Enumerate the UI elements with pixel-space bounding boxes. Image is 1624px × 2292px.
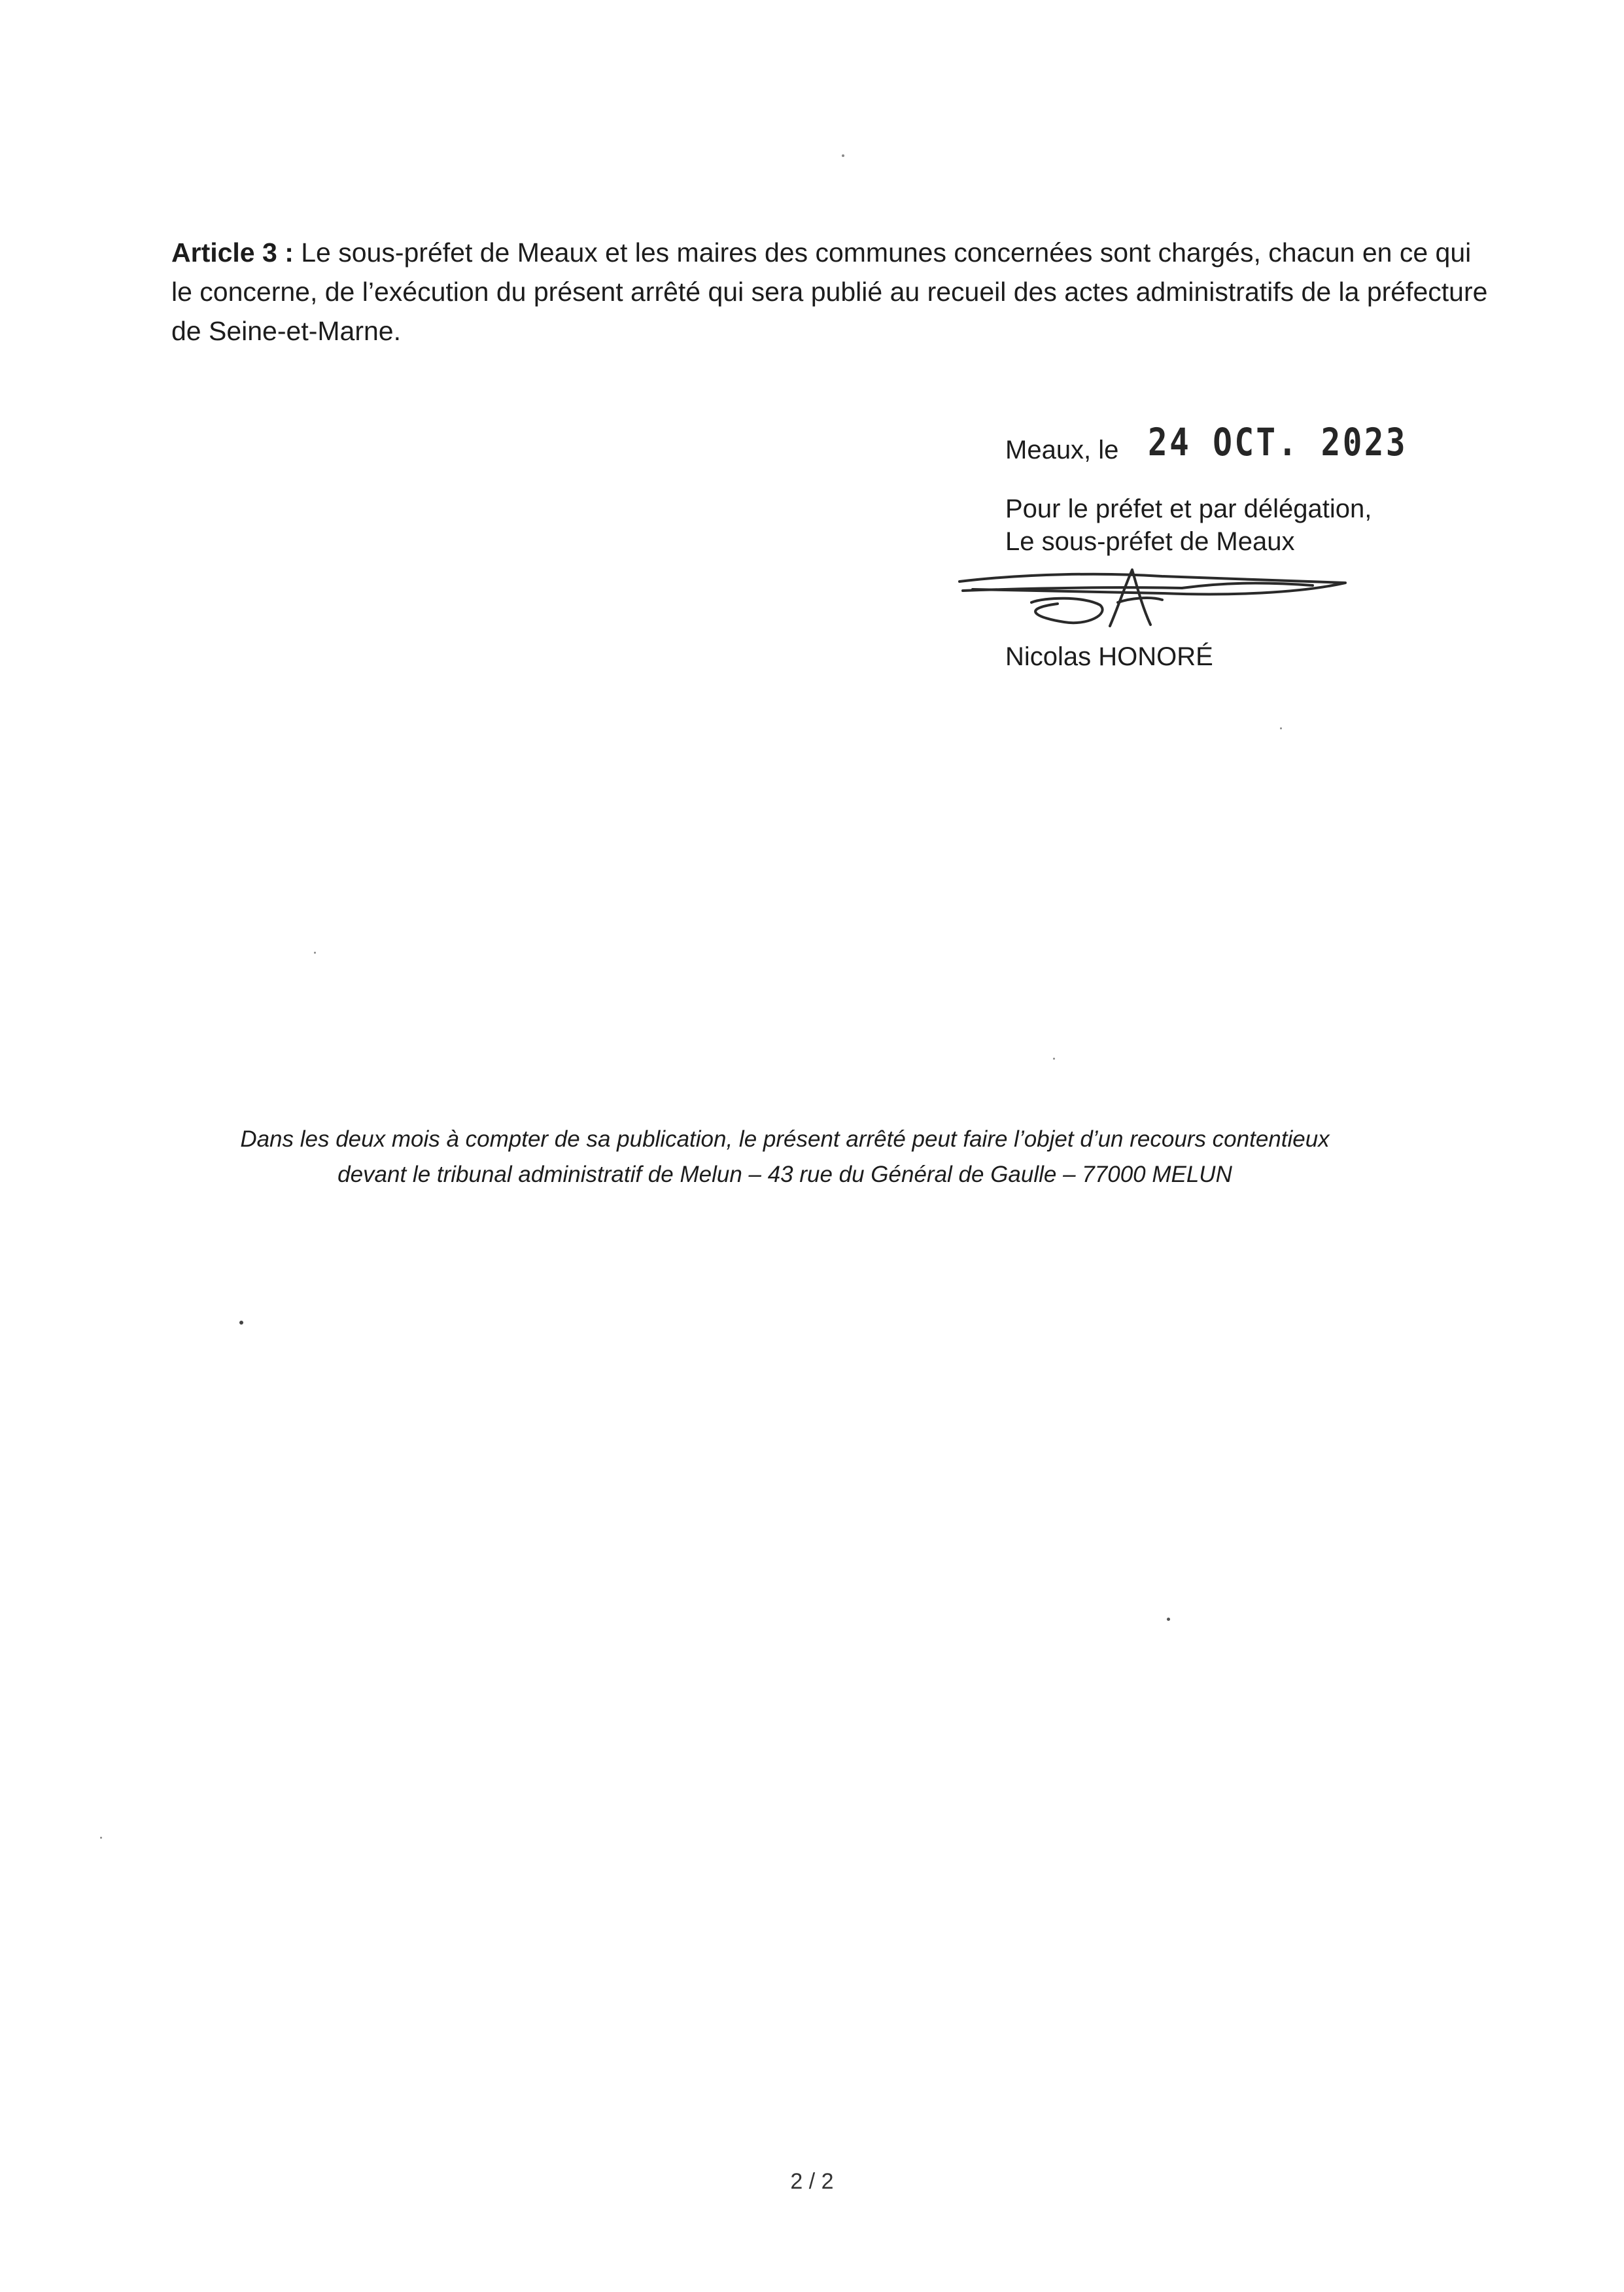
scan-speck — [314, 952, 316, 954]
page-number: 2 / 2 — [790, 2169, 834, 2194]
article-label: Article 3 : — [171, 237, 294, 268]
delegation-line-2: Le sous-préfet de Meaux — [1005, 527, 1295, 556]
scan-speck — [1053, 1058, 1055, 1060]
article-3-paragraph — [171, 233, 1499, 351]
recours-line-1: Dans les deux mois à compter de sa publication, le présent arrêté peut faire l’objet d’un recours contentieux — [240, 1126, 1330, 1152]
signer-name: Nicolas HONORÉ — [1005, 642, 1213, 671]
recours-notice — [131, 1122, 1439, 1192]
scan-speck — [842, 154, 844, 157]
scan-speck — [100, 1837, 102, 1839]
recours-line-2: devant le tribunal administratif de Melun – 43 rue du Général de Gaulle – 77000 MELUN — [337, 1162, 1232, 1187]
delegation-line-1: Pour le préfet et par délégation, — [1005, 495, 1372, 523]
scan-speck — [1280, 727, 1282, 729]
article-text: Le sous-préfet de Meaux et les maires des communes concernées sont chargés, chacun en ce qui le concerne, de l’exécution du présent arrêté qui sera publié au recueil des actes administratifs de la préfecture de Seine-et-Marne. — [171, 237, 1488, 346]
handwritten-signature — [946, 562, 1365, 640]
date-stamp: 24 OCT. 2023 — [1148, 420, 1408, 464]
signature-block — [1005, 422, 1502, 673]
place-prefix: Meaux, le — [1005, 436, 1119, 464]
date-line — [1005, 422, 1502, 481]
scan-speck — [1167, 1618, 1170, 1621]
scan-speck — [239, 1321, 243, 1325]
